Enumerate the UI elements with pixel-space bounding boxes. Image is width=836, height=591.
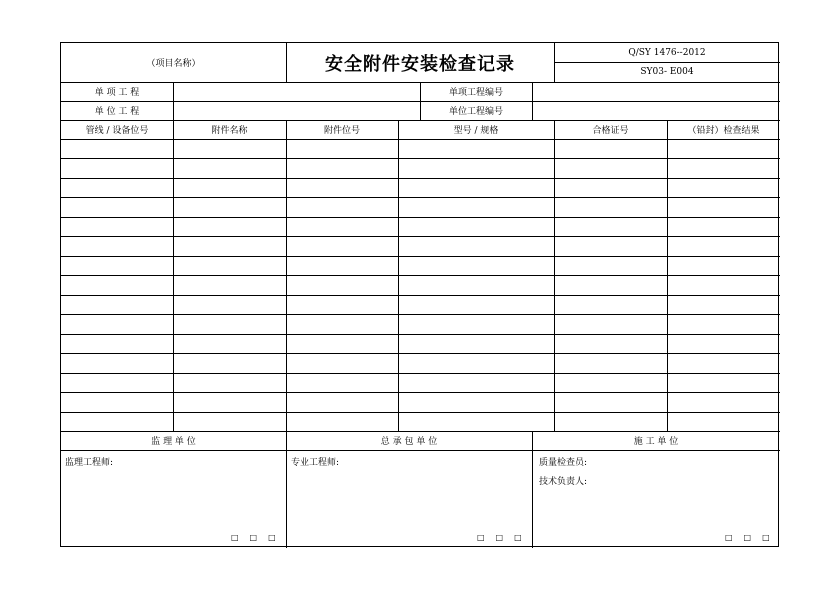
grid-line — [61, 314, 780, 315]
column-header-line-equipment-no: 管线 / 设备位号 — [85, 126, 149, 136]
table-cell-line-equipment-no[interactable] — [61, 256, 173, 275]
grid-line — [61, 392, 780, 393]
item-project-label: 单 项 工 程 — [94, 88, 140, 98]
grid-line — [61, 197, 780, 198]
unit-project-value[interactable] — [173, 101, 420, 120]
table-cell-model-spec[interactable] — [398, 256, 554, 275]
table-cell-model-spec[interactable] — [398, 197, 554, 216]
table-cell-line-equipment-no[interactable] — [61, 178, 173, 197]
column-header-certificate-no: 合格证号 — [592, 126, 629, 136]
table-cell-certificate-no[interactable] — [554, 275, 667, 294]
grid-line — [61, 450, 780, 451]
grid-line — [61, 120, 780, 121]
table-cell-line-equipment-no[interactable] — [61, 236, 173, 255]
table-cell-accessory-position-no[interactable] — [286, 236, 398, 255]
grid-line — [61, 275, 780, 276]
table-cell-certificate-no[interactable] — [554, 314, 667, 333]
grid-line — [532, 431, 533, 548]
table-cell-line-equipment-no[interactable] — [61, 139, 173, 158]
table-cell-accessory-position-no[interactable] — [286, 392, 398, 411]
column-header-accessory-position-no: 附件位号 — [323, 126, 360, 136]
supervision-date[interactable]: □□□ — [231, 533, 287, 542]
table-cell-seal-check-result[interactable] — [667, 353, 780, 372]
table-cell-certificate-no[interactable] — [554, 353, 667, 372]
general-contractor-header: 总 承 包 单 位 — [380, 437, 438, 447]
grid-line — [61, 139, 780, 140]
grid-line — [286, 120, 287, 431]
table-cell-model-spec[interactable] — [398, 373, 554, 392]
standard-code: Q/SY 1476--2012 — [628, 47, 706, 58]
table-cell-line-equipment-no[interactable] — [61, 373, 173, 392]
table-cell-line-equipment-no[interactable] — [61, 295, 173, 314]
table-cell-line-equipment-no[interactable] — [61, 314, 173, 333]
table-cell-line-equipment-no[interactable] — [61, 158, 173, 177]
table-cell-accessory-position-no[interactable] — [286, 334, 398, 353]
grid-line — [61, 353, 780, 354]
table-cell-certificate-no[interactable] — [554, 334, 667, 353]
table-cell-line-equipment-no[interactable] — [61, 197, 173, 216]
table-cell-accessory-position-no[interactable] — [286, 256, 398, 275]
table-cell-certificate-no[interactable] — [554, 295, 667, 314]
table-cell-certificate-no[interactable] — [554, 412, 667, 431]
item-project-no-label: 单项工程编号 — [448, 88, 503, 98]
unit-project-no-label: 单位工程编号 — [448, 107, 503, 117]
table-cell-model-spec[interactable] — [398, 236, 554, 255]
table-cell-certificate-no[interactable] — [554, 236, 667, 255]
table-cell-model-spec[interactable] — [398, 295, 554, 314]
table-cell-line-equipment-no[interactable] — [61, 217, 173, 236]
table-cell-certificate-no[interactable] — [554, 158, 667, 177]
table-cell-certificate-no[interactable] — [554, 373, 667, 392]
grid-line — [173, 82, 174, 120]
grid-line — [554, 120, 555, 431]
table-cell-accessory-position-no[interactable] — [286, 295, 398, 314]
table-cell-accessory-position-no[interactable] — [286, 217, 398, 236]
table-cell-accessory-position-no[interactable] — [286, 275, 398, 294]
supervision-unit-header: 监 理 单 位 — [151, 437, 196, 447]
column-header-seal-check-result: （铅封）检查结果 — [687, 126, 760, 136]
grid-line — [554, 43, 555, 82]
table-cell-model-spec[interactable] — [398, 217, 554, 236]
table-cell-seal-check-result[interactable] — [667, 412, 780, 431]
item-project-value[interactable] — [173, 82, 420, 101]
grid-line — [61, 412, 780, 413]
table-cell-line-equipment-no[interactable] — [61, 412, 173, 431]
table-cell-accessory-name[interactable] — [173, 412, 286, 431]
table-cell-accessory-name[interactable] — [173, 334, 286, 353]
table-cell-certificate-no[interactable] — [554, 256, 667, 275]
form-code: SY03- E004 — [640, 67, 694, 77]
table-cell-accessory-position-no[interactable] — [286, 139, 398, 158]
grid-line — [286, 43, 287, 82]
table-cell-model-spec[interactable] — [398, 275, 554, 294]
table-cell-model-spec[interactable] — [398, 412, 554, 431]
table-cell-seal-check-result[interactable] — [667, 178, 780, 197]
unit-project-label: 单 位 工 程 — [94, 107, 140, 117]
table-cell-accessory-name[interactable] — [173, 139, 286, 158]
table-cell-accessory-position-no[interactable] — [286, 412, 398, 431]
table-cell-seal-check-result[interactable] — [667, 334, 780, 353]
table-cell-seal-check-result[interactable] — [667, 158, 780, 177]
project-name: （项目名称） — [146, 59, 201, 69]
table-cell-certificate-no[interactable] — [554, 392, 667, 411]
table-cell-certificate-no[interactable] — [554, 139, 667, 158]
column-header-model-spec: 型号 / 规格 — [453, 126, 499, 136]
grid-line — [398, 120, 399, 431]
table-cell-certificate-no[interactable] — [554, 178, 667, 197]
grid-line — [532, 82, 533, 120]
table-cell-accessory-name[interactable] — [173, 314, 286, 333]
table-cell-accessory-position-no[interactable] — [286, 373, 398, 392]
grid-line — [61, 373, 780, 374]
grid-line — [61, 256, 780, 257]
table-cell-model-spec[interactable] — [398, 392, 554, 411]
table-cell-seal-check-result[interactable] — [667, 256, 780, 275]
table-cell-accessory-name[interactable] — [173, 236, 286, 255]
table-cell-seal-check-result[interactable] — [667, 217, 780, 236]
grid-line — [667, 120, 668, 431]
table-cell-seal-check-result[interactable] — [667, 139, 780, 158]
table-cell-model-spec[interactable] — [398, 353, 554, 372]
table-cell-certificate-no[interactable] — [554, 197, 667, 216]
grid-line — [420, 82, 421, 120]
grid-line — [173, 120, 174, 431]
grid-line — [61, 217, 780, 218]
table-cell-line-equipment-no[interactable] — [61, 353, 173, 372]
table-cell-model-spec[interactable] — [398, 139, 554, 158]
grid-line — [61, 158, 780, 159]
item-project-no-value[interactable] — [532, 82, 780, 101]
table-cell-accessory-position-no[interactable] — [286, 353, 398, 372]
supervision-engineer-label: 监理工程师: — [65, 458, 114, 468]
grid-line — [61, 431, 780, 432]
column-header-accessory-name: 附件名称 — [211, 126, 248, 136]
table-cell-accessory-position-no[interactable] — [286, 314, 398, 333]
table-cell-seal-check-result[interactable] — [667, 295, 780, 314]
construction-date[interactable]: □□□ — [725, 533, 781, 542]
table-cell-seal-check-result[interactable] — [667, 275, 780, 294]
grid-line — [61, 334, 780, 335]
table-cell-accessory-name[interactable] — [173, 373, 286, 392]
table-cell-seal-check-result[interactable] — [667, 236, 780, 255]
professional-engineer-label: 专业工程师: — [291, 458, 340, 468]
technical-lead-label: 技术负责人: — [539, 477, 588, 487]
table-cell-seal-check-result[interactable] — [667, 392, 780, 411]
table-cell-accessory-name[interactable] — [173, 295, 286, 314]
table-cell-accessory-position-no[interactable] — [286, 158, 398, 177]
table-cell-accessory-name[interactable] — [173, 158, 286, 177]
grid-line — [61, 236, 780, 237]
table-cell-line-equipment-no[interactable] — [61, 392, 173, 411]
table-cell-model-spec[interactable] — [398, 314, 554, 333]
quality-inspector-label: 质量检查员: — [539, 458, 588, 468]
general-contractor-date[interactable]: □□□ — [477, 533, 533, 542]
table-cell-accessory-name[interactable] — [173, 197, 286, 216]
inspection-record-form — [60, 42, 779, 547]
table-cell-seal-check-result[interactable] — [667, 314, 780, 333]
construction-unit-header: 施 工 单 位 — [633, 437, 679, 447]
unit-project-no-value[interactable] — [532, 101, 780, 120]
table-cell-seal-check-result[interactable] — [667, 373, 780, 392]
table-cell-accessory-name[interactable] — [173, 217, 286, 236]
grid-line — [554, 62, 780, 63]
table-cell-model-spec[interactable] — [398, 178, 554, 197]
table-cell-line-equipment-no[interactable] — [61, 334, 173, 353]
grid-line — [286, 431, 287, 548]
grid-line — [61, 295, 780, 296]
table-cell-model-spec[interactable] — [398, 158, 554, 177]
table-cell-seal-check-result[interactable] — [667, 197, 780, 216]
table-cell-accessory-name[interactable] — [173, 275, 286, 294]
table-cell-certificate-no[interactable] — [554, 217, 667, 236]
table-cell-accessory-name[interactable] — [173, 178, 286, 197]
table-cell-line-equipment-no[interactable] — [61, 275, 173, 294]
table-cell-accessory-position-no[interactable] — [286, 178, 398, 197]
table-cell-model-spec[interactable] — [398, 334, 554, 353]
table-cell-accessory-name[interactable] — [173, 392, 286, 411]
table-cell-accessory-name[interactable] — [173, 256, 286, 275]
table-cell-accessory-position-no[interactable] — [286, 197, 398, 216]
page-title: 安全附件安装检查记录 — [325, 53, 515, 75]
table-cell-accessory-name[interactable] — [173, 353, 286, 372]
grid-line — [61, 178, 780, 179]
